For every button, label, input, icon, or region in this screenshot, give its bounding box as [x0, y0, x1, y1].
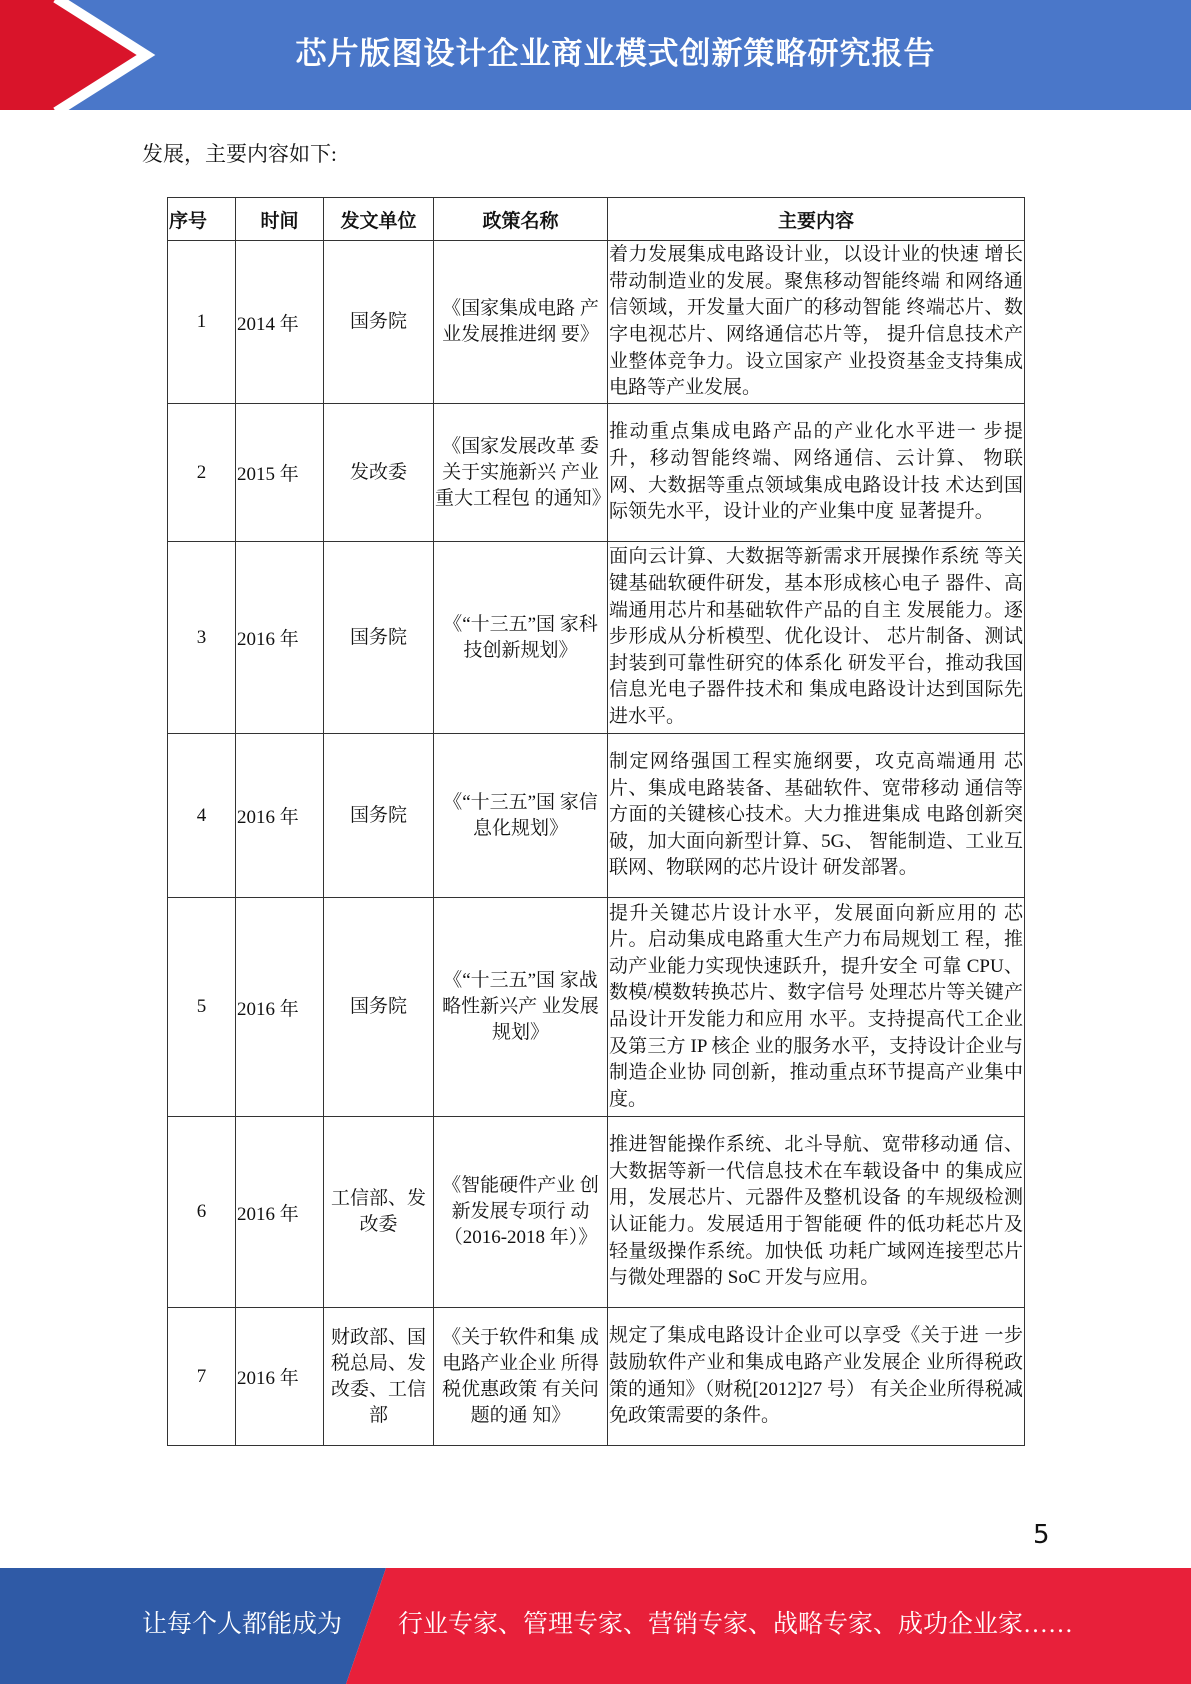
row-policy-name: 《国家集成电路 产业发展推进纲 要》 [434, 241, 608, 404]
row-policy-name: 《关于软件和集 成电路产业企业 所得税优惠政策 有关问题的通 知》 [434, 1308, 608, 1446]
row-content: 着力发展集成电路设计业，以设计业的快速 增长带动制造业的发展。聚焦移动智能终端 和网络通信领域，开发量大面广的移动智能 终端芯片、数字电视芯片、网络通信芯片等， 提升信息技术产业整体竞争力。设立国家产 业投资基金支持集成电路等产业发展。 [608, 241, 1025, 404]
row-time: 2016 年 [236, 1117, 324, 1308]
row-no: 1 [168, 241, 236, 404]
footer-slogan-left: 让每个人都能成为 [142, 1611, 343, 1638]
row-time: 2016 年 [236, 734, 324, 898]
row-org: 国务院 [324, 542, 434, 734]
document-title: 芯片版图设计企业商业模式创新策略研究报告 [295, 35, 936, 72]
row-org: 工信部、发改委 [324, 1117, 434, 1308]
header-content: 主要内容 [608, 198, 1025, 241]
table-row [168, 542, 1025, 734]
table-row [168, 1117, 1025, 1308]
header-org: 发文单位 [324, 198, 434, 241]
table-row [168, 898, 1025, 1117]
row-no: 5 [168, 898, 236, 1117]
header-name: 政策名称 [434, 198, 608, 241]
row-content: 推进智能操作系统、北斗导航、宽带移动通 信、大数据等新一代信息技术在车载设备中 的集成应用，发展芯片、元器件及整机设备 的车规级检测认证能力。发展适用于智能硬 件的低功耗芯片及轻量级操作系统。加快低 功耗广域网连接型芯片与微处理器的 SoC 开发与应用。 [608, 1117, 1025, 1308]
row-org: 发改委 [324, 404, 434, 542]
row-org: 财政部、国税总局、发改委、工信部 [324, 1308, 434, 1446]
table-header-row [168, 198, 1025, 241]
footer-slogan-right: 行业专家、管理专家、营销专家、战略专家、成功企业家…… [398, 1611, 1074, 1638]
row-no: 2 [168, 404, 236, 542]
page-number: 5 [1033, 1520, 1050, 1550]
row-content: 规定了集成电路设计企业可以享受《关于进 一步鼓励软件产业和集成电路产业发展企 业所得税政策的通知》（财税[2012]27 号） 有关企业所得税减免政策需要的条件。 [608, 1308, 1025, 1446]
row-policy-name: 《“十三五”国 家战略性新兴产 业发展规划》 [434, 898, 608, 1117]
row-no: 4 [168, 734, 236, 898]
row-content: 推动重点集成电路产品的产业化水平进一 步提升，移动智能终端、网络通信、云计算、 物联网、大数据等重点领域集成电路设计技 术达到国际领先水平，设计业的产业集中度 显著提升。 [608, 404, 1025, 542]
row-org: 国务院 [324, 734, 434, 898]
row-time: 2016 年 [236, 898, 324, 1117]
header-no: 序号 [168, 198, 236, 241]
row-time: 2016 年 [236, 1308, 324, 1446]
header-banner [0, 0, 1191, 110]
row-content: 面向云计算、大数据等新需求开展操作系统 等关键基础软硬件研发，基本形成核心电子 器件、高端通用芯片和基础软件产品的自主 发展能力。逐步形成从分析模型、优化设计、 芯片制备、测试封装到可靠性研究的体系化 研发平台，推动我国信息光电子器件技术和 集成电路设计达到国际先进水平。 [608, 542, 1025, 734]
table-row [168, 1308, 1025, 1446]
row-policy-name: 《“十三五”国 家信息化规划》 [434, 734, 608, 898]
row-time: 2014 年 [236, 241, 324, 404]
row-time: 2016 年 [236, 542, 324, 734]
row-content: 制定网络强国工程实施纲要，攻克高端通用 芯片、集成电路装备、基础软件、宽带移动 通信等方面的关键核心技术。大力推进集成 电路创新突破，加大面向新型计算、5G、 智能制造、工业互联网、物联网的芯片设计 研发部署。 [608, 734, 1025, 898]
row-no: 7 [168, 1308, 236, 1446]
row-org: 国务院 [324, 241, 434, 404]
table-row [168, 734, 1025, 898]
footer-banner [0, 1568, 1191, 1684]
row-policy-name: 《“十三五”国 家科技创新规划》 [434, 542, 608, 734]
header-time: 时间 [236, 198, 324, 241]
row-content: 提升关键芯片设计水平，发展面向新应用的 芯片。启动集成电路重大生产力布局规划工 程，推动产业能力实现快速跃升，提升安全 可靠 CPU、数模/模数转换芯片、数字信号 处理芯片等关键产品设计开发能力和应用 水平。支持提高代工企业及第三方 IP 核企 业的服务水平，支持设计企业与制造企业协 同创新，推动重点环节提高产业集中度。 [608, 898, 1025, 1117]
row-no: 6 [168, 1117, 236, 1308]
row-org: 国务院 [324, 898, 434, 1117]
intro-text: 发展，主要内容如下: [142, 142, 337, 166]
row-policy-name: 《国家发展改革 委关于实施新兴 产业重大工程包 的通知》 [434, 404, 608, 542]
row-policy-name: 《智能硬件产业 创新发展专项行 动（2016-2018 年）》 [434, 1117, 608, 1308]
table-row [168, 404, 1025, 542]
table-row [168, 241, 1025, 404]
row-time: 2015 年 [236, 404, 324, 542]
row-no: 3 [168, 542, 236, 734]
policy-table [167, 197, 1025, 1446]
